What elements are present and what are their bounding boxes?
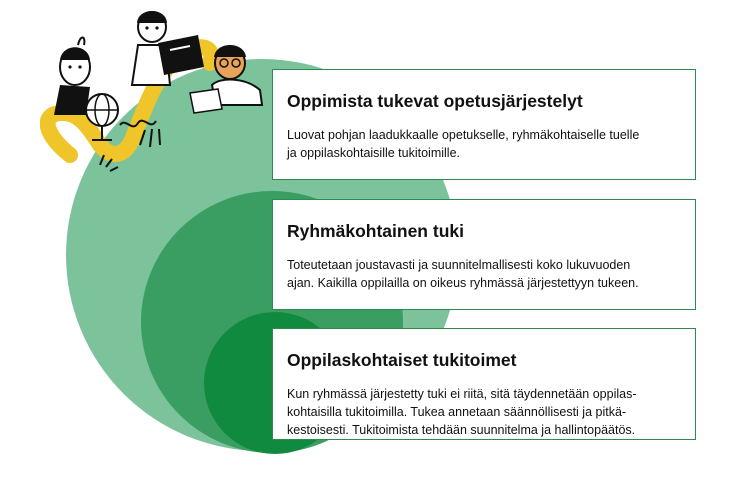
students-illustration xyxy=(40,5,280,195)
tier-text-2: Toteutetaan joustavasti ja suunnitelmallisesti koko lukuvuoden ajan. Kaikilla oppilailla on oikeus ryhmässä järjestettyyn tukeen. xyxy=(287,258,639,290)
tier-text-1: Luovat pohjan laadukkaalle opetukselle, ryhmäkohtaiselle tuelle ja oppilaskohtaisille tukitoimille. xyxy=(287,128,640,160)
tier-box-2 xyxy=(272,199,696,310)
tier-title-3: Oppilaskohtaiset tukitoimet xyxy=(287,350,517,370)
tier-title-1: Oppimista tukevat opetusjärjestelyt xyxy=(287,91,583,111)
tier-box-1 xyxy=(272,69,696,180)
laptop-icon xyxy=(132,11,204,85)
tier-text-3: Kun ryhmässä järjestetty tuki ei riitä, sitä täydennetään oppilas- kohtaisilla tukitoimilla. Tukea annetaan säännöllisesti ja pitkä- kestoisesti. Tukitoimista tehdään suunnitelma ja hallintopäätös. xyxy=(287,387,637,437)
person-icon xyxy=(54,38,90,116)
tier-title-2: Ryhmäkohtainen tuki xyxy=(287,221,464,241)
tier-box-3 xyxy=(272,328,696,440)
